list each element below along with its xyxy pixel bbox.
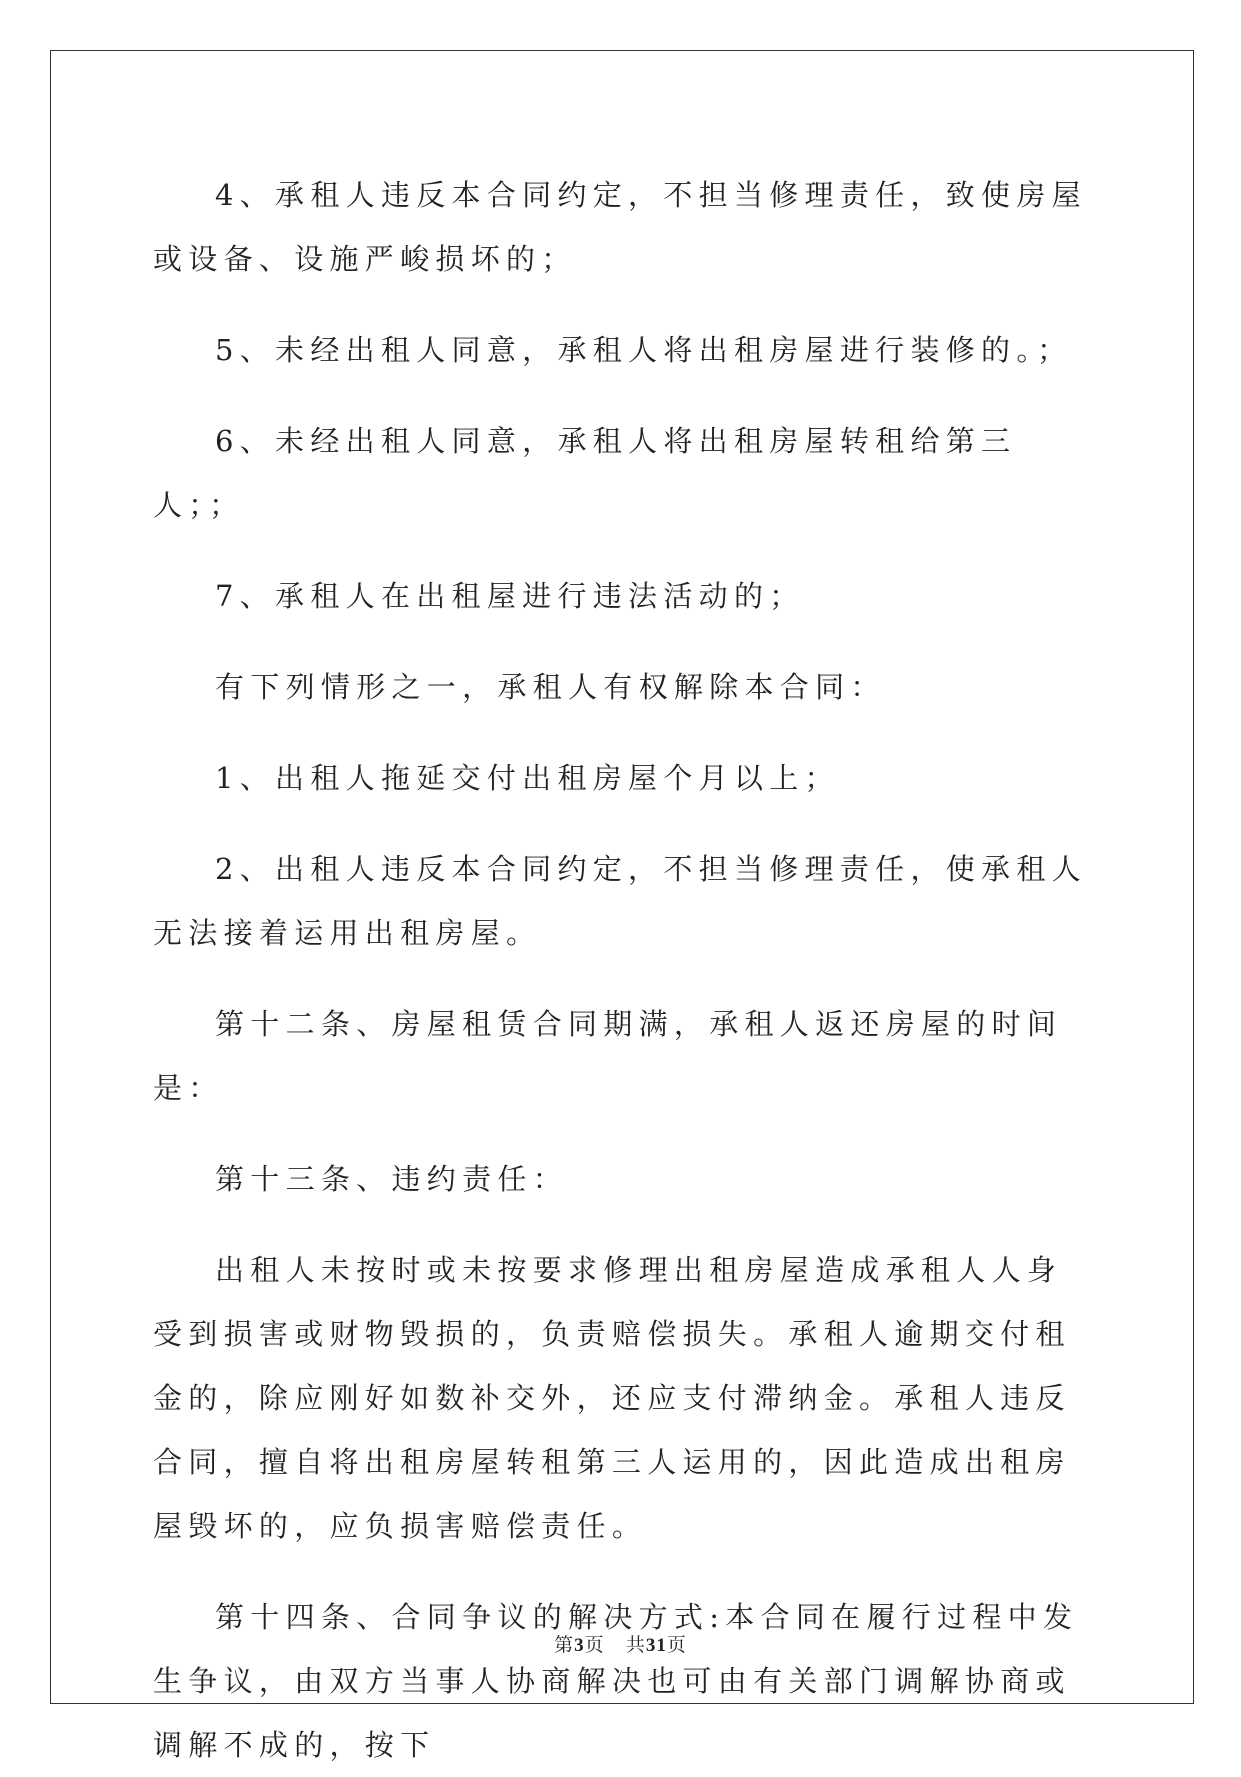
paragraph: 第十四条、合同争议的解决方式:本合同在履行过程中发生争议，由双方当事人协商解决也可由有关部门调解协商或调解不成的，按下 <box>153 1600 1079 1762</box>
paragraph: 第十二条、房屋租赁合同期满，承租人返还房屋的时间是： <box>153 1007 1063 1105</box>
total-pages: 31 <box>645 1635 667 1656</box>
paragraph: 7、承租人在出租屋进行违法活动的； <box>215 579 805 613</box>
footer-page-suffix: 页 <box>584 1634 605 1656</box>
paragraph: 1、出租人拖延交付出租房屋个月以上； <box>215 761 840 795</box>
page-number: 3 <box>574 1635 585 1656</box>
footer-total-suffix: 页 <box>666 1634 687 1656</box>
document-body <box>153 163 1093 1777</box>
paragraph: 6、未经出租人同意，承租人将出租房屋转租给第三人；； <box>153 424 1017 522</box>
paragraph: 2、出租人违反本合同约定，不担当修理责任，使承租人无法接着运用出租房屋。 <box>153 852 1087 950</box>
footer-total-prefix: 共 <box>625 1634 646 1656</box>
paragraph: 4、承租人违反本合同约定，不担当修理责任，致使房屋或设备、设施严峻损坏的； <box>153 178 1087 276</box>
paragraph: 第十三条、违约责任： <box>215 1162 569 1196</box>
footer-prefix: 第 <box>554 1634 575 1656</box>
paragraph: 出租人未按时或未按要求修理出租房屋造成承租人人身受到损害或财物毁损的，负责赔偿损失。承租人逾期交付租金的，除应刚好如数补交外，还应支付滞纳金。承租人违反合同，擅自将出租房屋转租第三人运用的，因此造成出租房屋毁坏的，应负损害赔偿责任。 <box>153 1253 1071 1543</box>
paragraph: 有下列情形之一，承租人有权解除本合同： <box>215 670 886 704</box>
page-footer <box>0 1630 1241 1657</box>
paragraph: 5、未经出租人同意，承租人将出租房屋进行装修的。； <box>215 333 1073 367</box>
